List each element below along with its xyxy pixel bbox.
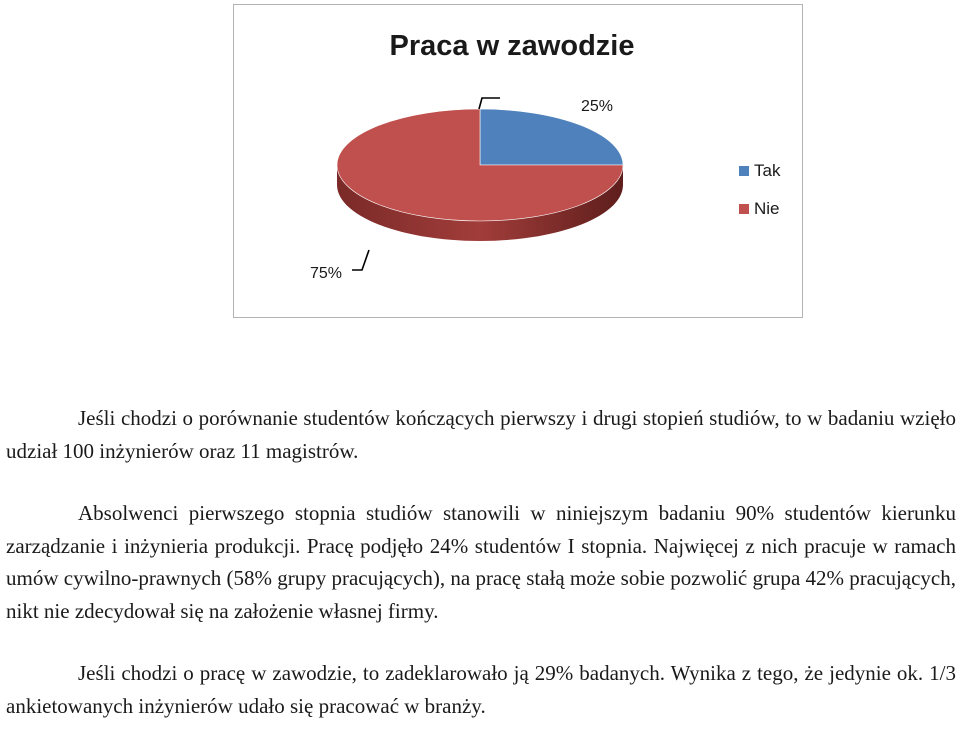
paragraph-work-in-profession: Jeśli chodzi o pracę w zawodzie, to zadeklarowało ją 29% badanych. Wynika z tego, że jedynie ok. 1/3 ankietowanych inżynierów udało się pracować w branży. <box>6 661 956 718</box>
document-body <box>6 402 956 722</box>
data-label-nie: 75% <box>310 265 343 282</box>
chart-title: Praca w zawodzie <box>389 30 635 62</box>
legend-label-nie: Nie <box>754 199 780 218</box>
label-leader-tak <box>479 98 500 109</box>
chart-canvas <box>234 5 804 319</box>
legend-swatch-tak <box>739 166 749 176</box>
paragraph-first-degree: Absolwenci pierwszego stopnia studiów stanowili w niniejszym badaniu 90% studentów kierunku zarządzanie i inżynieria produkcji. Pracę podjęło 24% studentów I stopnia. Najwięcej z nich pracuje w ramach umów cywilno-prawnych (58% grupy pracujących), na pracę stałą może sobie pozwolić grupa 42% pracujących, nikt nie zdecydował się na założenie własnej firmy. <box>6 501 956 623</box>
legend-label-tak: Tak <box>754 161 781 180</box>
label-leader-nie <box>352 250 369 270</box>
data-label-tak: 25% <box>581 98 614 115</box>
legend-swatch-nie <box>739 204 749 214</box>
pie-slice-tak <box>480 109 623 165</box>
pie-chart <box>233 4 803 318</box>
paragraph-comparison: Jeśli chodzi o porównanie studentów kończących pierwszy i drugi stopień studiów, to w badaniu wzięło udział 100 inżynierów oraz 11 magistrów. <box>6 406 956 463</box>
